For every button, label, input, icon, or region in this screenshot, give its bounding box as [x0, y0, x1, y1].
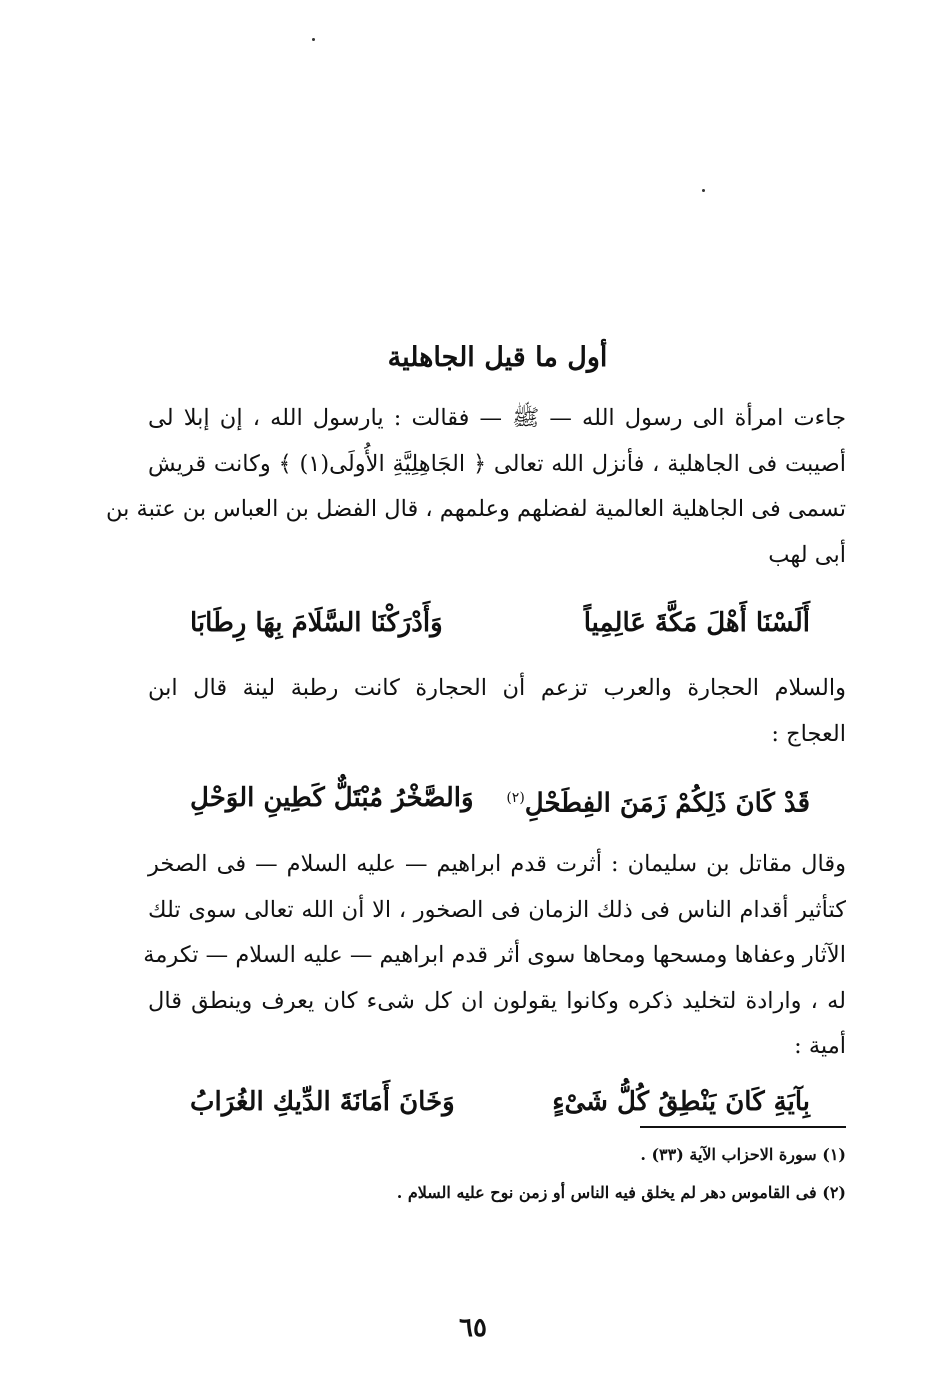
section-title: أول ما قيل الجاهلية — [387, 342, 608, 373]
print-speck — [702, 189, 705, 192]
page-number: ٦٥ — [459, 1313, 487, 1343]
paragraph-line: أبى لهب — [768, 541, 846, 568]
footnote-separator — [640, 1126, 846, 1128]
footnote-marker: (٢) — [506, 790, 525, 806]
footnote-2: (٢) فى القاموس دهر لم يخلق فيه الناس أو زمن نوح عليه السلام . — [396, 1183, 846, 1202]
verse-2 — [190, 773, 810, 823]
verse-right-hemistich: بِآيَةِ كَانَ يَنْطِقُ كُلُّ شَىْءٍ — [552, 1087, 810, 1117]
paragraph-line: كتأثير أقدام الناس فى ذلك الزمان فى الصخور ، الا أن الله تعالى سوى تلك — [148, 896, 846, 923]
verse-1 — [190, 598, 810, 648]
paragraph-line: وقال مقاتل بن سليمان : أثرت قدم ابراهيم — عليه السلام — فى الصخر — [148, 851, 846, 877]
verse-left-hemistich: وَأَدْرَكْنَا السَّلَامَ بِهَا رِطَابَا — [190, 608, 443, 638]
verse-text: قَدْ كَانَ ذَلِكُمْ زَمَنَ الفِطَحْلِ — [524, 788, 810, 819]
print-speck — [312, 38, 315, 41]
verse-left-hemistich: وَالصَّخْرُ مُبْتَلٌّ كَطِينِ الوَحْلِ — [190, 783, 474, 813]
paragraph-2 — [148, 666, 846, 757]
verse-3 — [190, 1077, 810, 1127]
paragraph-line: تسمى فى الجاهلية العالمية لفضلهم وعلمهم ، قال الفضل بن العباس بن عتبة بن — [106, 496, 846, 522]
paragraph-3 — [143, 842, 846, 1070]
paragraph-line: أصيبت فى الجاهلية ، فأنزل الله تعالى ﴿ الجَاهِلِيَّةِ الأُولَى(١) ﴾ وكانت قريش — [148, 450, 846, 477]
paragraph-line: العجاج : — [771, 720, 846, 747]
paragraph-line: جاءت امرأة الى رسول الله — ﷺ — فقالت : يارسول الله ، إن إبلا لى — [148, 405, 846, 431]
verse-right-hemistich — [506, 773, 810, 829]
paragraph-line: له ، وارادة لتخليد ذكره وكانوا يقولون ان كل شىء كان يعرف وينطق قال — [148, 987, 846, 1014]
footnote-1: (١) سورة الاحزاب الآية (٣٣) . — [640, 1145, 846, 1164]
paragraph-line: الآثار وعفاها ومسحها ومحاها سوى أثر قدم ابراهيم — عليه السلام — تكرمة — [143, 942, 846, 968]
verse-right-hemistich: أَلَسْنَا أَهْلَ مَكَّةَ عَالِمِياً — [583, 608, 810, 638]
paragraph-1 — [106, 396, 846, 578]
paragraph-line: والسلام الحجارة والعرب تزعم أن الحجارة كانت رطبة لينة قال ابن — [148, 675, 846, 701]
verse-left-hemistich: وَخَانَ أَمَانَةَ الدِّيكِ الغُرَابُ — [190, 1087, 455, 1117]
paragraph-line: أمية : — [794, 1033, 846, 1059]
